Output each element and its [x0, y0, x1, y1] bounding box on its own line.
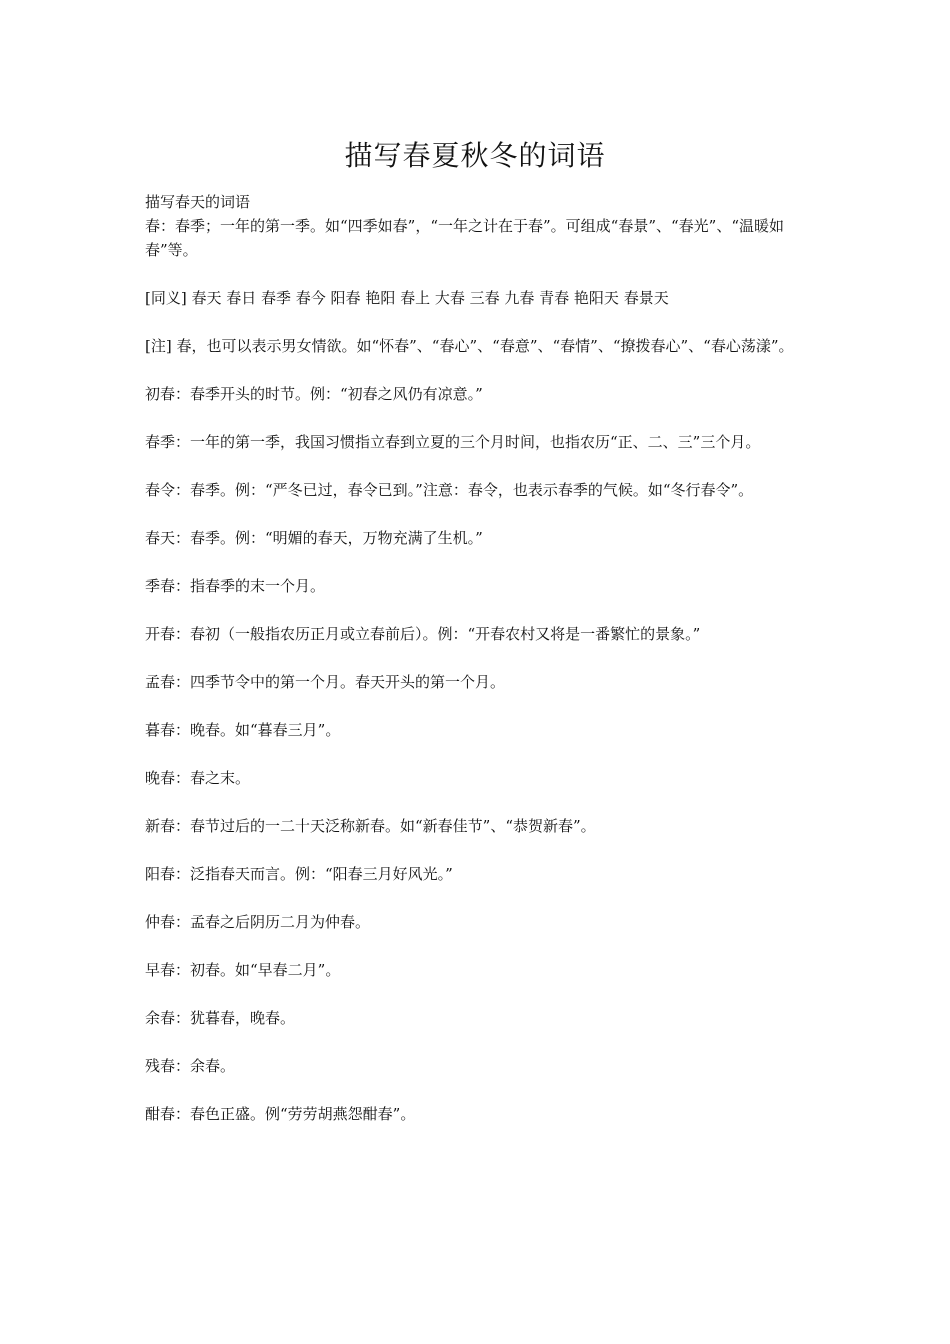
paragraph-chun-definition: 春：春季；一年的第一季。如“四季如春”，“一年之计在于春”。可组成“春景”、“春光”、“温暖如春”等。 — [145, 217, 785, 259]
paragraph-canchun: 残春：余春。 — [145, 1057, 236, 1075]
paragraph-chuntian: 春天：春季。例：“明媚的春天，万物充满了生机。” — [145, 529, 483, 547]
paragraph-xinchun: 新春：春节过后的一二十天泛称新春。如“新春佳节”、“恭贺新春”。 — [145, 817, 596, 835]
paragraph-muchun: 暮春：晚春。如“暮春三月”。 — [145, 721, 341, 739]
paragraph-chunling: 春令：春季。例：“严冬已过，春令已到。”注意：春令，也表示春季的气候。如“冬行春令”。 — [145, 481, 754, 499]
paragraph-note: [注] 春，也可以表示男女情欲。如“怀春”、“春心”、“春意”、“春情”、“撩拨春心”、“春心荡漾”。 — [145, 337, 794, 355]
paragraph-chunji: 春季：一年的第一季，我国习惯指立春到立夏的三个月时间，也指农历“正、二、三”三个月。 — [145, 433, 761, 451]
paragraph-kaichun: 开春：春初（一般指农历正月或立春前后）。例：“开春农村又将是一番繁忙的景象。” — [145, 625, 701, 643]
paragraph-synonyms: [同义] 春天 春日 春季 春今 阳春 艳阳 春上 大春 三春 九春 青春 艳阳天 春景天 — [145, 289, 669, 307]
paragraph-wanchun: 晚春：春之末。 — [145, 769, 251, 787]
paragraph-zaochun: 早春：初春。如“早春二月”。 — [145, 961, 341, 979]
section-heading: 描写春天的词语 — [145, 193, 251, 211]
paragraph-hanchun: 酣春：春色正盛。例“劳劳胡燕怨酣春”。 — [145, 1105, 416, 1123]
document-title: 描写春夏秋冬的词语 — [344, 139, 606, 172]
paragraph-yuchun: 余春：犹暮春，晚春。 — [145, 1009, 296, 1027]
paragraph-zhongchun: 仲春：孟春之后阴历二月为仲春。 — [145, 913, 371, 931]
paragraph-yangchun: 阳春：泛指春天而言。例：“阳春三月好风光。” — [145, 865, 453, 883]
document-body — [145, 190, 815, 1126]
paragraph-mengchun: 孟春：四季节令中的第一个月。春天开头的第一个月。 — [145, 673, 506, 691]
paragraph-jichun: 季春：指春季的末一个月。 — [145, 577, 326, 595]
paragraph-chuchun: 初春：春季开头的时节。例：“初春之风仍有凉意。” — [145, 385, 483, 403]
